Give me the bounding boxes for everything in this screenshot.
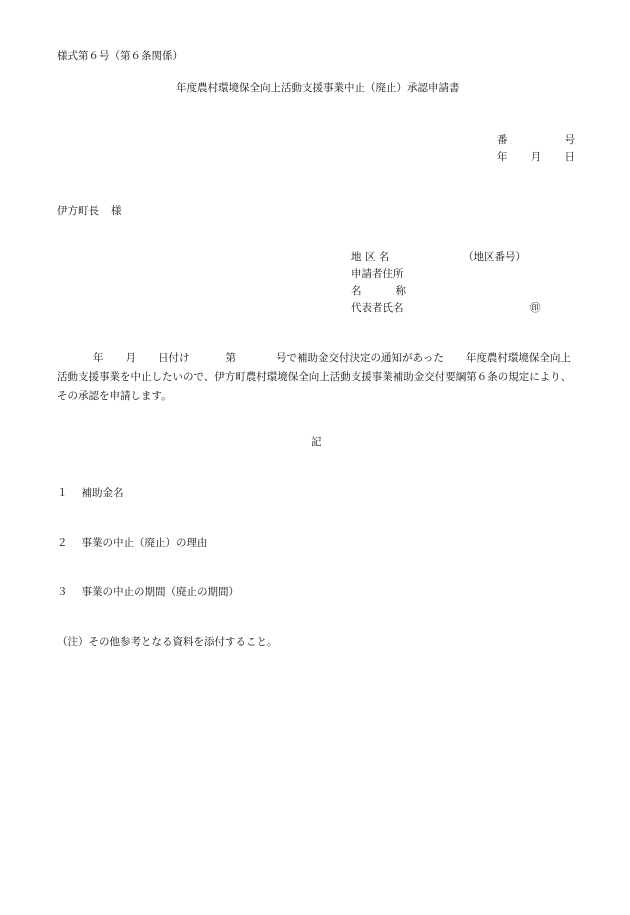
form-number: 様式第６号（第６条関係）	[57, 50, 183, 62]
body-go-text: 号で補助金交付決定の通知があった	[276, 352, 444, 364]
item-text: 事業の中止の期間（廃止の期間）	[81, 586, 239, 598]
ki-heading: 記	[311, 436, 322, 448]
applicant-name-label: 名 称	[351, 285, 406, 297]
body-month: 月	[125, 352, 136, 364]
date-year: 年	[497, 151, 508, 163]
item-text: 補助金名	[81, 487, 124, 499]
item-number: ２	[57, 537, 68, 549]
applicant-address-label: 申請者住所	[351, 268, 404, 280]
date-day: 日	[564, 151, 575, 163]
footnote: （注）その他参考となる資料を添付すること。	[57, 636, 278, 648]
ban-label: 番	[497, 134, 508, 146]
district-label: 地 区 名	[351, 251, 390, 263]
addressee-name: 伊方町長	[57, 205, 99, 217]
document-title: 年度農村環境保全向上活動支援事業中止（廃止）承認申請書	[176, 82, 460, 94]
representative-label: 代表者氏名	[351, 302, 404, 314]
item-number: １	[57, 487, 68, 499]
list-item	[57, 486, 124, 500]
list-item	[57, 585, 239, 599]
item-number: ３	[57, 586, 68, 598]
go-label: 号	[564, 134, 575, 146]
body-rest: 年度農村環境保全向上活動支援事業を中止したいので、伊方町農村環境保全向上活動支援事業補助金交付要綱第６条の規定により、その承認を申請します。	[57, 352, 572, 402]
addressee-honorific: 様	[111, 205, 122, 217]
body-year: 年	[93, 352, 104, 364]
seal-mark: ㊞	[530, 302, 541, 314]
date-line	[497, 150, 575, 164]
addressee	[57, 204, 122, 218]
date-month: 月	[530, 151, 542, 163]
document-number-line	[497, 133, 575, 147]
district-number-note: （地区番号）	[463, 251, 526, 263]
list-item	[57, 536, 208, 550]
body-dai: 第	[225, 352, 236, 364]
body-paragraph	[57, 349, 575, 406]
district-line	[351, 250, 406, 264]
item-text: 事業の中止（廃止）の理由	[81, 537, 208, 549]
body-dated: 日付け	[158, 352, 190, 364]
